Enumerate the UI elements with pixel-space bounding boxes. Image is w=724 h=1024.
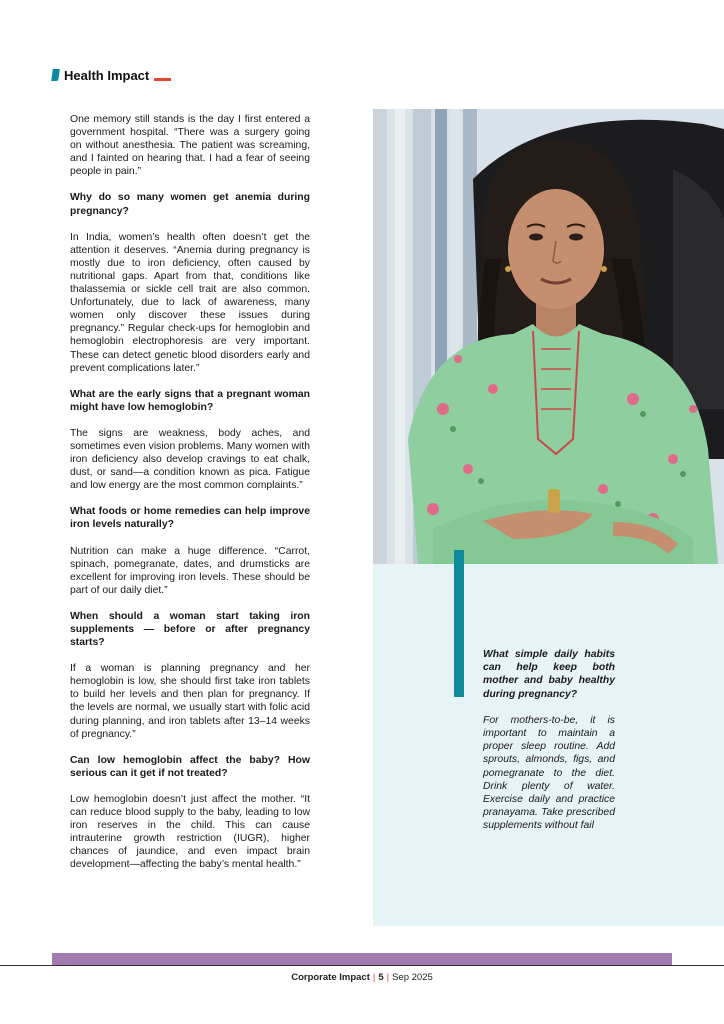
callout-question: What simple daily habits can help keep both mother and baby healthy during pregnancy? (483, 649, 615, 700)
page-number: 5 (378, 972, 384, 983)
question-heading: When should a woman start taking iron supplements — before or after pregnancy starts? (70, 610, 310, 649)
footer-rule (0, 965, 724, 966)
section-marker-icon (51, 69, 60, 81)
question-heading: What are the early signs that a pregnant woman might have low hemoglobin? (70, 388, 310, 413)
accent-bar (454, 550, 464, 697)
section-header (52, 66, 149, 84)
section-underline (154, 78, 171, 81)
footer-band (52, 953, 672, 965)
portrait-photo (373, 109, 724, 564)
issue-date: Sep 2025 (392, 972, 433, 983)
article-intro: One memory still stands is the day I first entered a government hospital. “There was a surgery going on without anesthesia. The patient was screaming, and I fainted on hearing that. I had a fear of seeing people in pain.” (70, 114, 310, 178)
question-heading: Can low hemoglobin affect the baby? How serious can it get if not treated? (70, 754, 310, 779)
question-heading: Why do so many women get anemia during pregnancy? (70, 192, 310, 217)
article-column (70, 113, 310, 885)
footer-brand: Corporate Impact (291, 972, 370, 983)
question-heading: What foods or home remedies can help improve iron levels naturally? (70, 506, 310, 531)
answer-paragraph: The signs are weakness, body aches, and sometimes even vision problems. Many women with iron deficiency also develop cravings to eat chalk, dust, or sand—a condition known as pica. Fatigue and low energy are the most common complaints.” (70, 427, 310, 492)
sidebar-callout (483, 648, 615, 833)
footer-separator: | (372, 972, 376, 983)
answer-paragraph: Nutrition can make a huge difference. “Carrot, spinach, pomegranate, dates, and drumsticks are excellent for improving iron levels. These should be part of our daily diet.” (70, 545, 310, 596)
answer-paragraph: Low hemoglobin doesn’t just affect the mother. “It can reduce blood supply to the baby, leading to low iron reserves in the child. This can cause intrauterine growth restriction (IUGR), higher chances of jaundice, and even impact brain development—affecting the baby’s mental health.” (70, 793, 310, 871)
answer-paragraph: If a woman is planning pregnancy and her hemoglobin is low, she should first take iron tablets to build her levels and then plan for pregnancy. If the levels are normal, we usually start with folic acid during planning, and iron tablets after 13–14 weeks of pregnancy.” (70, 663, 310, 740)
footer-separator: | (386, 972, 390, 983)
callout-answer: For mothers-to-be, it is important to maintain a proper sleep routine. Add sprouts, almonds, figs, and pomegranate to the diet. Drink plenty of water. Exercise daily and practice pranayama. Take prescribed supplements without fail (483, 714, 615, 832)
answer-paragraph: In India, women’s health often doesn’t get the attention it deserves. “Anemia during pregnancy is mostly due to iron deficiency, often caused by nutritional gaps. Apart from that, conditions like thalassemia or sickle cell trait are also common. Unfortunately, due to lack of awareness, many women only discover these issues during pregnancy.” Regular check-ups for hemoglobin and hemoglobin electrophoresis are very important. These can detect genetic blood disorders early and prevent complications later.” (70, 231, 310, 374)
section-title: Health Impact (64, 67, 150, 83)
footer (0, 972, 724, 983)
